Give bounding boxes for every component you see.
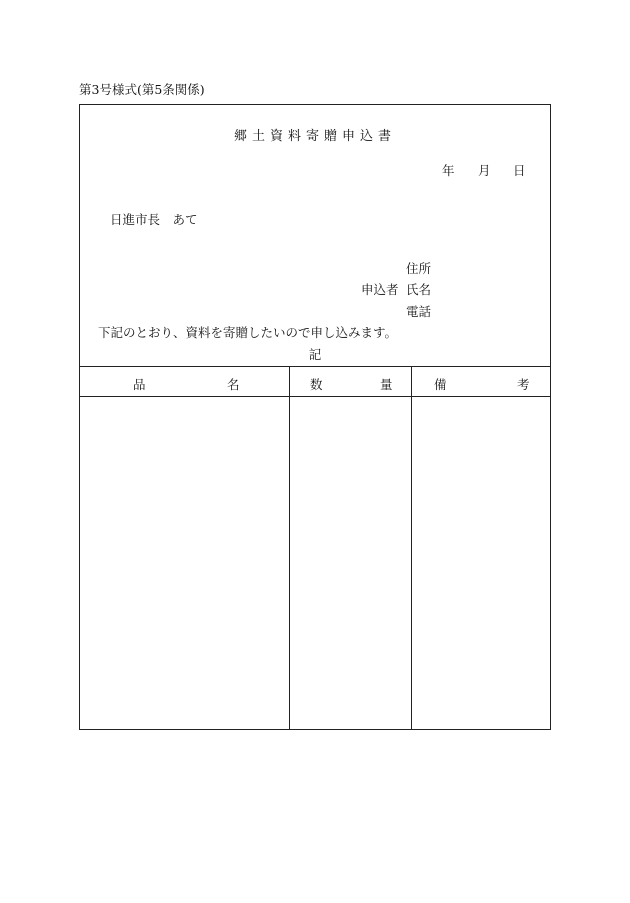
table-header-divider — [80, 396, 550, 397]
phone-label: 電話 — [406, 304, 432, 319]
form-number-label: 第3号様式(第5条関係) — [79, 82, 205, 97]
request-statement: 下記のとおり、資料を寄贈したいので申し込みます。 — [98, 325, 398, 340]
applicant-heading: 申込者 — [361, 282, 399, 297]
address-label: 住所 — [406, 261, 432, 276]
column-divider-2 — [411, 366, 412, 729]
table-top-border — [80, 366, 550, 367]
header-quantity-first: 数 — [310, 377, 323, 392]
column-divider-1 — [289, 366, 290, 729]
date-month-label: 月 — [478, 163, 491, 178]
header-remarks-first: 備 — [434, 377, 447, 392]
ki-heading: 記 — [308, 347, 322, 362]
header-remarks-second: 考 — [517, 377, 530, 392]
name-label: 氏名 — [406, 282, 432, 297]
header-item-name-second: 名 — [227, 377, 240, 392]
header-quantity-second: 量 — [380, 377, 393, 392]
application-form-frame — [79, 104, 551, 730]
date-year-label: 年 — [442, 163, 455, 178]
addressee: 日進市長 あて — [110, 212, 198, 227]
form-title: 郷土資料寄贈申込書 — [233, 129, 396, 144]
header-item-name-first: 品 — [133, 377, 146, 392]
date-day-label: 日 — [513, 163, 526, 178]
